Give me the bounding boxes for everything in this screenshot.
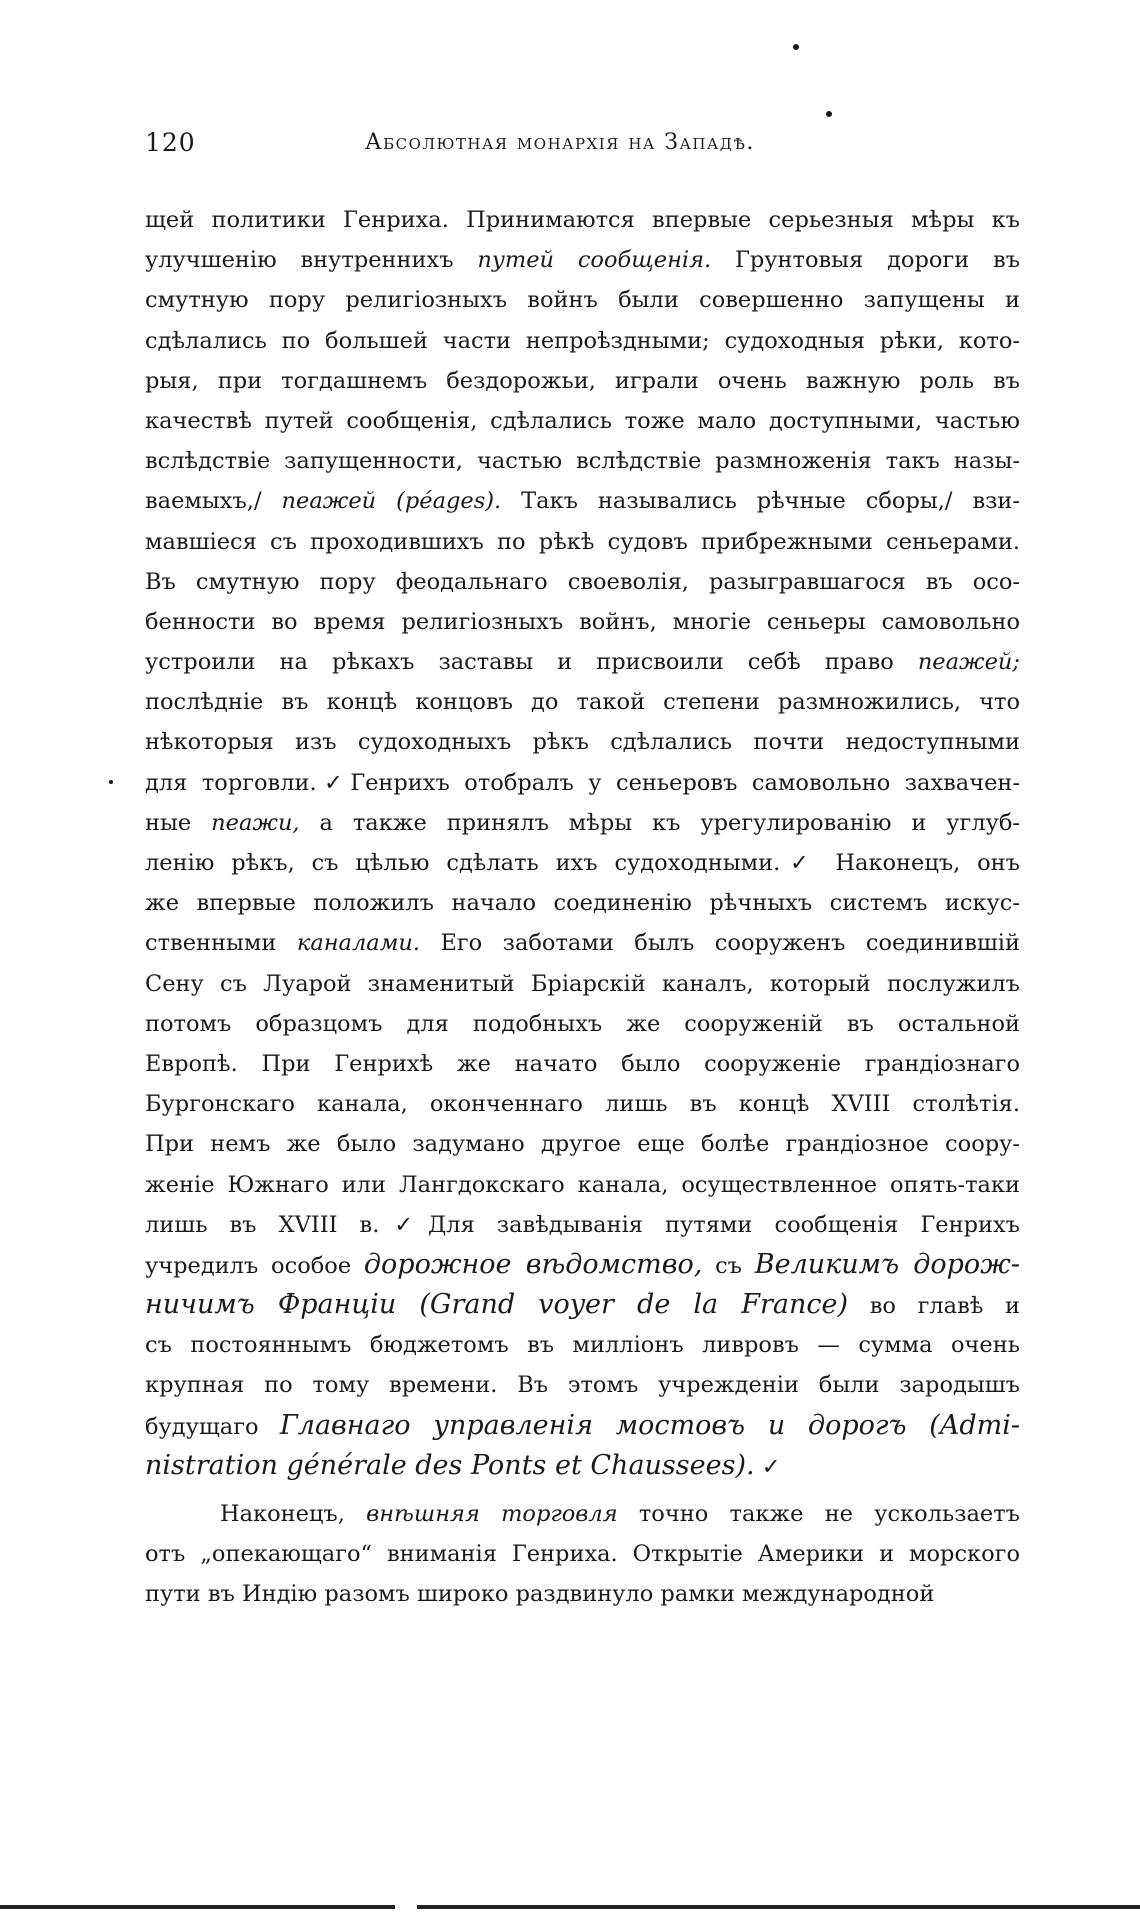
text-line: крупная по тому времени. Въ этомъ учрежденіи были зародышъ [145,1372,1020,1399]
emphasis-text: пеажей (péages). [281,488,502,515]
text-line: женіе Южнаго или Лангдокскаго канала, осуществленное опять-таки [145,1171,1020,1198]
bottom-rule [0,1905,1140,1909]
text-line: устроили на рѣкахъ заставы и присвоили себѣ право пеажей; [145,649,1020,676]
emphasis-text: пеажи, [211,809,300,836]
text-line: учредилъ особое дорожное вѣдомство, съ Великимъ дорож- [145,1248,1020,1280]
text-line: улучшенію внутреннихъ путей сообщенія. Грунтовыя дороги въ [145,247,1021,274]
emphasis-text: nistration générale des Ponts et Chaussees). [145,1449,755,1481]
bottom-rule-gap [395,1905,417,1909]
paragraph-gap [145,1486,1020,1494]
ink-speck [826,111,832,117]
page-header [145,128,1020,168]
text-line: ничимъ Франціи (Grand voyer de la France) во главѣ и [145,1289,1020,1321]
text-line: ленію рѣкъ, съ цѣлью сдѣлать ихъ судоходными.✓ Наконецъ, онъ [145,850,1020,876]
text-line: будущаго Главнаго управленія мостовъ и дорогъ (Admi- [145,1409,1020,1441]
emphasis-text: путей сообщенія. [477,247,712,274]
text-line: бенности во время религіозныхъ войнъ, многіе сеньеры самовольно [145,608,1020,635]
emphasis-text: Главнаго управленія мостовъ и дорогъ (Admi- [279,1409,1020,1441]
text-line: Сену съ Луарой знаменитый Бріарскій каналъ, который послужилъ [145,970,1020,997]
emphasis-text: ничимъ Франціи (Grand voyer de la France) [145,1289,849,1321]
text-line: нѣкоторыя изъ судоходныхъ рѣкъ сдѣлались почти недоступными [145,729,1020,756]
ink-speck [109,780,113,784]
emphasis-text: Великимъ дорож- [754,1248,1020,1280]
text-line: щей политики Генриха. Принимаются впервые серьезныя мѣры къ [145,207,1020,233]
text-line: рыя, при тогдашнемъ бездорожьи, играли очень важную роль въ [145,367,1020,394]
text-line: смутную пору религіозныхъ войнъ были совершенно запущены и [145,287,1020,314]
ink-speck [793,44,799,50]
page-number: 120 [145,128,196,157]
text-line: сдѣлались по большей части непроѣздными; судоходныя рѣки, кото- [145,327,1020,354]
text-line: Въ смутную пору феодальнаго своеволія, разыгравшагося въ осо- [145,568,1020,595]
text-line: nistration générale des Ponts et Chaussees). ✓ [145,1449,781,1481]
text-line: отъ „опекающаго“ вниманія Генриха. Открытіе Америки и морского [145,1541,1020,1568]
text-line: качествѣ путей сообщенія, сдѣлались тоже мало доступными, частью [145,407,1020,434]
running-title: Абсолютная монархія на Западѣ. [365,130,755,155]
text-line: При немъ же было задумано другое еще болѣе грандіозное соору- [145,1131,1020,1158]
text-line: Наконецъ, внѣшняя торговля точно также не ускользаетъ [220,1501,1020,1527]
emphasis-text: каналами. [296,930,421,957]
emphasis-text: внѣшняя торговля [366,1501,618,1527]
text-line: Бургонскаго канала, оконченнаго лишь въ концѣ XVIII столѣтія. [145,1091,1020,1118]
text-line: пути въ Индію разомъ широко раздвинуло рамки международной [145,1581,935,1608]
body-text [145,200,1020,1615]
text-line: для торговли.✓Генрихъ отобралъ у сеньеровъ самовольно захвачен- [145,769,1020,796]
text-line: съ постояннымъ бюджетомъ въ милліонъ ливровъ — сумма очень [145,1332,1020,1359]
emphasis-text: пеажей; [917,649,1020,676]
text-line: лишь въ XVIII в.✓Для завѣдыванія путями сообщенія Генрихъ [145,1211,1020,1238]
text-line: ваемыхъ,/ пеажей (péages). Такъ назывались рѣчные сборы,/ взи- [145,488,1020,515]
text-line: ные пеажи, а также принялъ мѣры къ урегулированію и углуб- [145,809,1021,836]
text-line: Европѣ. При Генрихѣ же начато было сооруженіе грандіознаго [145,1050,1020,1077]
text-line: вслѣдствіе запущенности, частью вслѣдствіе размноженія такъ назы- [145,448,1020,475]
text-line: ственными каналами. Его заботами былъ сооруженъ соединившій [145,930,1020,957]
text-line: же впервые положилъ начало соединенію рѣчныхъ системъ искус- [145,890,1020,917]
text-line: потомъ образцомъ для подобныхъ же сооруженій въ остальной [145,1010,1020,1037]
text-line: мавшіеся съ проходившихъ по рѣкѣ судовъ прибрежными сеньерами. [145,528,1020,555]
text-line: послѣдніе въ концѣ концовъ до такой степени размножились, что [145,689,1020,716]
emphasis-text: дорожное вѣдомство, [363,1248,703,1280]
